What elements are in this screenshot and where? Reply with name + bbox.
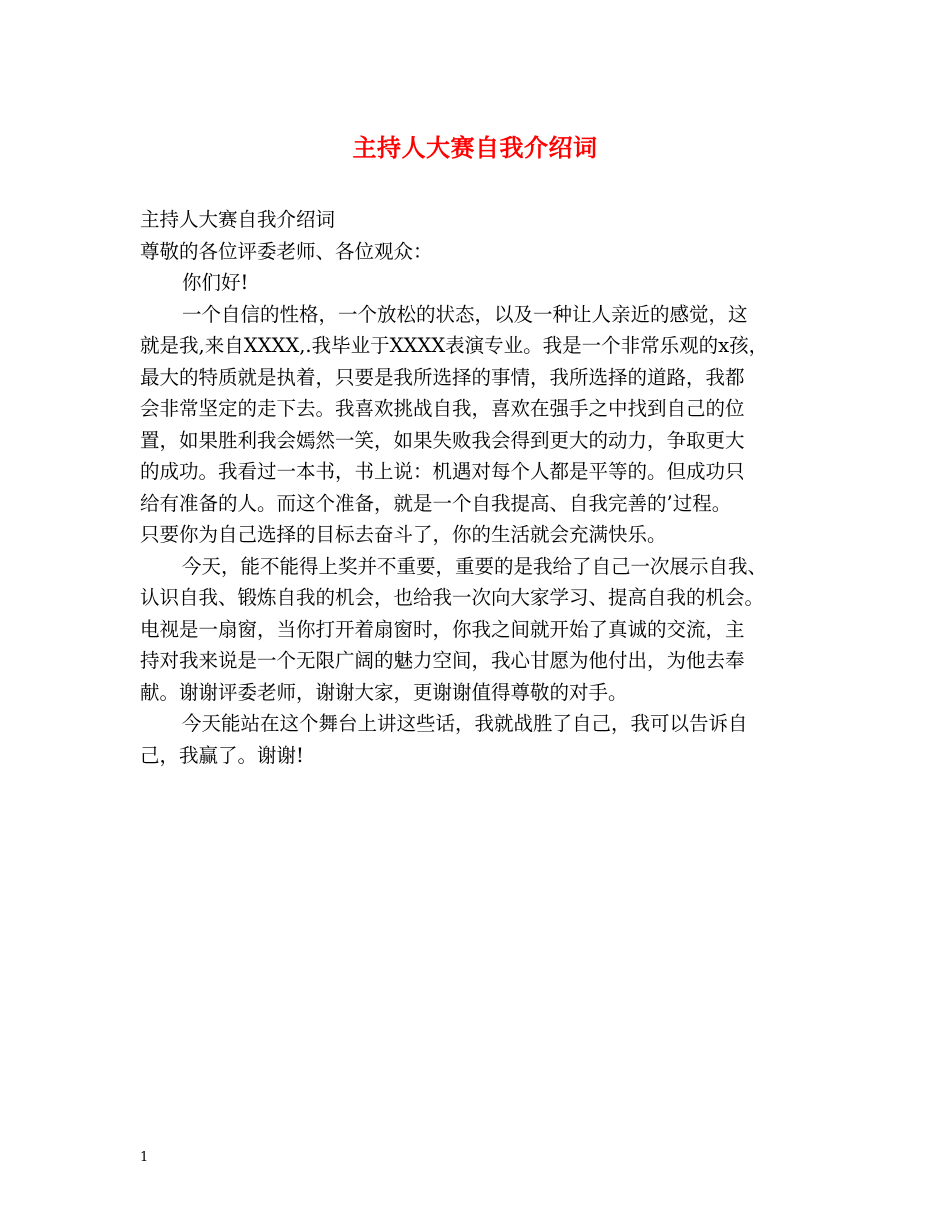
paragraph-1-line-6: 的成功。我看过一本书，书上说：机遇对每个人都是平等的。但成功只	[140, 460, 745, 483]
paragraph-2-line-4: 持对我来说是一个无限广阔的魅力空间，我心甘愿为他付出，为他去奉	[140, 649, 745, 672]
paragraph-2-line-3: 电视是一扇窗，当你打开着扇窗时，你我之间就开始了真诚的交流，主	[140, 617, 745, 641]
paragraph-3-line-1: 今天能站在这个舞台上讲这些话，我就战胜了自己，我可以告诉自	[182, 712, 748, 735]
paragraph-1-line-2: 就是我,来自XXXX,.我毕业于XXXX表演专业。我是一个非常乐观的x孩，	[140, 334, 769, 357]
body-subtitle-line: 主持人大赛自我介绍词	[140, 208, 336, 231]
paragraph-2-line-1: 今天，能不能得上奖并不重要，重要的是我给了自己一次展示自我、	[182, 554, 768, 578]
paragraph-1-line-7: 给有准备的人。而这个准备，就是一个自我提高、自我完善的’过程。	[140, 491, 732, 515]
paragraph-1-line-8: 只要你为自己选择的目标去奋斗了，你的生活就会充满快乐。	[140, 523, 667, 546]
page-number: 1	[140, 1150, 149, 1165]
paragraph-1-line-4: 会非常坚定的走下去。我喜欢挑战自我，喜欢在强手之中找到自己的位	[140, 397, 745, 420]
paragraph-1-line-3: 最大的特质就是执着，只要是我所选择的事情，我所选择的道路，我都	[140, 365, 745, 389]
document-body	[140, 204, 820, 771]
paragraph-1-line-1: 一个自信的性格，一个放松的状态，以及一种让人亲近的感觉，这	[182, 302, 748, 326]
paragraph-3-line-2: 己，我赢了。谢谢!	[140, 743, 304, 767]
salutation-line: 尊敬的各位评委老师、各位观众：	[140, 239, 433, 263]
paragraph-2-line-2: 认识自我、锻炼自我的机会，也给我一次向大家学习、提高自我的机会。	[140, 586, 765, 609]
greeting-line: 你们好!	[182, 271, 249, 294]
document-title: 主持人大赛自我介绍词	[352, 133, 598, 162]
paragraph-1-line-5: 置，如果胜利我会嫣然一笑，如果失败我会得到更大的动力，争取更大	[140, 428, 745, 452]
paragraph-2-line-5: 献。谢谢评委老师，谢谢大家，更谢谢值得尊敬的对手。	[140, 680, 628, 704]
